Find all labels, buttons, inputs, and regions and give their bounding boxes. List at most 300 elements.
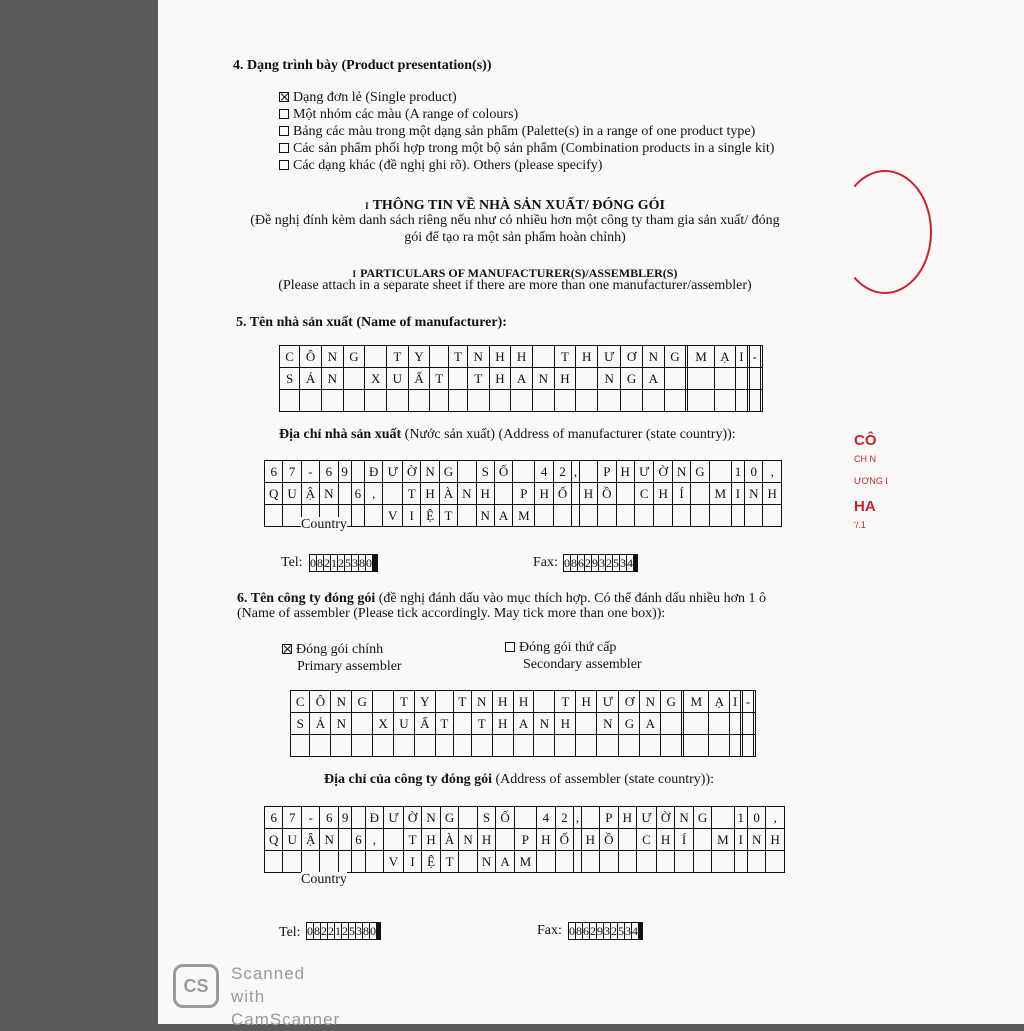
presentation-option-label: Dạng đơn lẻ (Single product) bbox=[293, 90, 457, 105]
grid-cell bbox=[492, 735, 513, 757]
grid-cell: M bbox=[712, 829, 734, 851]
grid-cell bbox=[714, 368, 736, 390]
stamp-text: '/.1 bbox=[854, 520, 866, 530]
grid-cell bbox=[736, 390, 747, 412]
grid-cell: N bbox=[331, 691, 352, 713]
grid-cell: C bbox=[637, 829, 657, 851]
en-title: PARTICULARS OF MANUFACTURER(S)/ASSEMBLER(S) bbox=[360, 266, 678, 280]
grid-cell bbox=[640, 735, 661, 757]
grid-cell: - bbox=[301, 807, 319, 829]
grid-cell: Ồ bbox=[600, 829, 618, 851]
digit-row bbox=[564, 555, 638, 572]
grid-cell bbox=[352, 713, 373, 735]
grid-cell: A bbox=[642, 368, 664, 390]
grid-cell: M bbox=[684, 691, 709, 713]
grid-cell: A bbox=[640, 713, 661, 735]
grid-cell: N bbox=[320, 483, 338, 505]
grid-cell bbox=[435, 735, 453, 757]
grid-cell: 6 bbox=[352, 829, 365, 851]
grid-cell: N bbox=[672, 461, 690, 483]
digit-cell: 5 bbox=[613, 555, 619, 570]
grid-cell: Ố bbox=[553, 483, 571, 505]
grid-cell: G bbox=[661, 691, 682, 713]
primary-checkbox[interactable] bbox=[282, 644, 292, 654]
grid-cell: , bbox=[763, 461, 782, 483]
digit-cell: 8 bbox=[363, 923, 369, 938]
digit-row bbox=[569, 923, 643, 940]
digit-cell: 2 bbox=[338, 555, 344, 570]
grid-cell bbox=[291, 735, 310, 757]
grid-cell bbox=[343, 390, 365, 412]
grid-cell: Ấ bbox=[414, 713, 435, 735]
grid-cell: Ệ bbox=[421, 505, 439, 527]
grid-cell: Ậ bbox=[301, 483, 319, 505]
grid-cell bbox=[693, 829, 711, 851]
section6-title-rest: (đề nghị đánh dấu vào mục thích hợp. Có thể đánh dấu nhiều hơn 1 ô bbox=[375, 591, 767, 606]
grid-cell bbox=[453, 713, 471, 735]
grid-cell bbox=[753, 691, 755, 713]
grid-cell bbox=[449, 368, 468, 390]
secondary-checkbox[interactable] bbox=[505, 642, 515, 652]
grid-cell: N bbox=[422, 807, 440, 829]
address-label-rest: (Nước sản xuất) (Address of manufacturer (state country)): bbox=[401, 427, 736, 442]
grid-cell bbox=[365, 346, 387, 368]
grid-cell: P bbox=[600, 807, 618, 829]
digit-cell: 2 bbox=[585, 555, 591, 570]
grid-cell: H bbox=[579, 483, 597, 505]
grid-cell: 6 bbox=[351, 483, 364, 505]
grid-row bbox=[265, 483, 782, 505]
digit-cell: 0 bbox=[564, 555, 570, 570]
grid-cell: 4 bbox=[535, 461, 553, 483]
grid-cell: H bbox=[421, 483, 439, 505]
grid-row bbox=[280, 346, 763, 368]
grid-cell: C bbox=[280, 346, 300, 368]
grid-cell bbox=[576, 390, 598, 412]
grid-cell bbox=[675, 851, 693, 873]
grid-cell bbox=[537, 851, 555, 873]
grid-row bbox=[265, 851, 785, 873]
grid-cell bbox=[749, 368, 760, 390]
grid-cell: H bbox=[576, 691, 597, 713]
grid-cell: H bbox=[656, 829, 674, 851]
grid-cell bbox=[373, 691, 394, 713]
watermark-text bbox=[231, 962, 340, 1031]
manufacturer-name-grid bbox=[279, 345, 763, 412]
digit-cell: 0 bbox=[307, 923, 313, 938]
grid-cell bbox=[760, 390, 762, 412]
grid-cell: Ạ bbox=[709, 691, 730, 713]
grid-cell: P bbox=[513, 483, 535, 505]
grid-cell: 9 bbox=[338, 807, 351, 829]
camscanner-logo: CS bbox=[173, 964, 219, 1008]
grid-row bbox=[291, 713, 756, 735]
digit-cell: 3 bbox=[352, 555, 358, 570]
grid-cell: Ô bbox=[300, 346, 322, 368]
grid-cell: Q bbox=[265, 829, 283, 851]
digit-cell: 9 bbox=[592, 555, 598, 570]
grid-cell: N bbox=[675, 807, 693, 829]
grid-cell bbox=[579, 461, 597, 483]
grid-cell: 4 bbox=[537, 807, 555, 829]
grid-cell bbox=[574, 851, 582, 873]
address-label-bold: Địa chỉ nhà sản xuất bbox=[279, 427, 402, 442]
grid-cell: T bbox=[435, 713, 453, 735]
digit-cell bbox=[642, 923, 643, 940]
grid-cell bbox=[634, 505, 654, 527]
presentation-checkbox[interactable] bbox=[279, 143, 289, 153]
grid-cell: Q bbox=[265, 483, 283, 505]
grid-cell bbox=[365, 390, 387, 412]
grid-cell bbox=[283, 851, 301, 873]
grid-cell bbox=[616, 505, 634, 527]
assembler-tel-digit-grid bbox=[306, 922, 381, 940]
grid-cell bbox=[343, 368, 365, 390]
grid-cell: I bbox=[736, 346, 747, 368]
grid-cell bbox=[513, 461, 535, 483]
presentation-checkbox[interactable] bbox=[279, 126, 289, 136]
grid-cell: H bbox=[763, 483, 782, 505]
grid-cell: N bbox=[321, 346, 343, 368]
secondary-assembler-option[interactable] bbox=[505, 640, 616, 656]
grid-cell: N bbox=[477, 851, 495, 873]
grid-cell bbox=[453, 735, 471, 757]
grid-cell: U bbox=[283, 829, 301, 851]
grid-cell bbox=[373, 735, 394, 757]
grid-cell: T bbox=[394, 691, 415, 713]
grid-cell: , bbox=[365, 483, 383, 505]
grid-cell bbox=[576, 368, 598, 390]
presentation-checkbox[interactable] bbox=[279, 109, 289, 119]
grid-cell: Ố bbox=[555, 829, 573, 851]
grid-cell bbox=[616, 483, 634, 505]
grid-cell: Í bbox=[672, 483, 690, 505]
digit-cell: 5 bbox=[345, 555, 351, 570]
digit-cell: 2 bbox=[342, 923, 348, 938]
assembler-address-label bbox=[324, 772, 714, 788]
grid-cell bbox=[554, 390, 576, 412]
grid-cell: H bbox=[492, 691, 513, 713]
grid-cell: V bbox=[383, 505, 403, 527]
grid-cell: - bbox=[301, 461, 319, 483]
grid-cell bbox=[743, 713, 754, 735]
grid-cell: N bbox=[598, 368, 621, 390]
grid-cell bbox=[553, 505, 571, 527]
grid-cell: T bbox=[554, 346, 576, 368]
grid-cell: Ô bbox=[310, 691, 331, 713]
grid-row bbox=[280, 390, 763, 412]
vn-marker: I bbox=[365, 201, 369, 211]
grid-cell: T bbox=[555, 691, 576, 713]
presentation-option[interactable] bbox=[279, 90, 457, 106]
grid-cell bbox=[661, 735, 682, 757]
grid-cell: G bbox=[440, 807, 458, 829]
grid-cell bbox=[619, 735, 640, 757]
grid-cell bbox=[688, 368, 714, 390]
grid-cell bbox=[555, 735, 576, 757]
grid-cell: Ư bbox=[634, 461, 654, 483]
grid-cell bbox=[496, 829, 514, 851]
digit-cell: 1 bbox=[335, 923, 341, 938]
grid-cell: T bbox=[449, 346, 468, 368]
grid-cell: S bbox=[291, 713, 310, 735]
grid-cell bbox=[301, 851, 319, 873]
stamp-text: HA bbox=[854, 498, 876, 515]
grid-cell bbox=[283, 505, 301, 527]
grid-cell bbox=[365, 851, 383, 873]
grid-cell: Ả bbox=[300, 368, 322, 390]
watermark-line2: CamScanner bbox=[231, 1010, 341, 1029]
grid-cell: Ơ bbox=[621, 346, 643, 368]
grid-cell: Ố bbox=[496, 807, 514, 829]
grid-cell bbox=[555, 851, 573, 873]
grid-cell: A bbox=[513, 713, 534, 735]
grid-cell: H bbox=[554, 368, 576, 390]
grid-cell: A bbox=[494, 505, 512, 527]
grid-cell bbox=[351, 461, 364, 483]
fax-label: Fax: bbox=[533, 555, 558, 570]
digit-cell: 2 bbox=[590, 923, 596, 938]
assembler-address-label-bold: Địa chỉ của công ty đóng gói bbox=[324, 772, 493, 787]
grid-cell: T bbox=[471, 713, 492, 735]
grid-cell bbox=[693, 851, 711, 873]
secondary-vn-label: Đóng gói thứ cấp bbox=[519, 640, 617, 655]
digit-cell: 2 bbox=[328, 923, 334, 938]
grid-cell bbox=[352, 807, 365, 829]
presentation-option-label: Bảng các màu trong một dạng sản phẩm (Palette(s) in a range of one product type) bbox=[293, 124, 756, 139]
grid-cell: I bbox=[734, 829, 747, 851]
grid-cell: H bbox=[766, 829, 785, 851]
grid-cell: Ư bbox=[383, 461, 403, 483]
grid-cell: U bbox=[283, 483, 301, 505]
grid-cell: T bbox=[467, 368, 489, 390]
grid-row bbox=[265, 829, 785, 851]
grid-cell: G bbox=[343, 346, 365, 368]
grid-cell: Ấ bbox=[408, 368, 430, 390]
assembler-name-grid bbox=[290, 690, 756, 757]
grid-cell bbox=[731, 505, 744, 527]
grid-cell: Ạ bbox=[714, 346, 736, 368]
grid-cell: Ơ bbox=[619, 691, 640, 713]
digit-cell: 4 bbox=[627, 555, 633, 570]
grid-cell: N bbox=[458, 483, 476, 505]
grid-cell: Ư bbox=[597, 691, 619, 713]
digit-cell: 3 bbox=[625, 923, 631, 938]
digit-cell: 8 bbox=[359, 555, 365, 570]
presentation-option[interactable] bbox=[279, 124, 755, 140]
grid-cell: H bbox=[654, 483, 672, 505]
grid-cell bbox=[664, 390, 686, 412]
presentation-checkbox[interactable] bbox=[279, 92, 289, 102]
grid-cell bbox=[684, 735, 709, 757]
digit-row bbox=[310, 555, 378, 572]
grid-cell: 6 bbox=[320, 461, 338, 483]
grid-cell: 9 bbox=[338, 461, 351, 483]
grid-cell: H bbox=[576, 346, 598, 368]
grid-cell: A bbox=[511, 368, 533, 390]
grid-cell: N bbox=[331, 713, 352, 735]
grid-cell: 2 bbox=[553, 461, 571, 483]
grid-cell: T bbox=[453, 691, 471, 713]
grid-cell: N bbox=[745, 483, 763, 505]
grid-cell: G bbox=[664, 346, 686, 368]
grid-cell: T bbox=[440, 851, 458, 873]
grid-cell: H bbox=[513, 691, 534, 713]
assembler-tel-label: Tel: bbox=[279, 925, 301, 940]
grid-cell: , bbox=[574, 807, 582, 829]
digit-cell: 2 bbox=[611, 923, 617, 938]
grid-cell bbox=[338, 483, 351, 505]
grid-cell: A bbox=[496, 851, 514, 873]
grid-cell: Ư bbox=[384, 807, 404, 829]
grid-cell bbox=[574, 829, 582, 851]
grid-cell bbox=[459, 807, 477, 829]
grid-cell bbox=[534, 735, 555, 757]
grid-cell: H bbox=[422, 829, 440, 851]
digit-cell: 5 bbox=[349, 923, 355, 938]
grid-cell bbox=[766, 851, 785, 873]
grid-cell bbox=[618, 851, 636, 873]
grid-cell bbox=[714, 390, 736, 412]
grid-cell: 0 bbox=[747, 807, 765, 829]
grid-cell bbox=[430, 346, 449, 368]
digit-row bbox=[307, 923, 381, 940]
grid-cell: N bbox=[467, 346, 489, 368]
grid-cell bbox=[265, 505, 283, 527]
grid-cell bbox=[459, 851, 477, 873]
grid-cell bbox=[449, 390, 468, 412]
grid-cell bbox=[734, 851, 747, 873]
presentation-option[interactable] bbox=[279, 158, 602, 174]
grid-cell: Ậ bbox=[301, 829, 319, 851]
grid-cell: S bbox=[476, 461, 494, 483]
grid-cell: H bbox=[616, 461, 634, 483]
grid-cell: Í bbox=[675, 829, 693, 851]
grid-cell: I bbox=[403, 505, 421, 527]
grid-cell bbox=[514, 807, 536, 829]
presentation-option[interactable] bbox=[279, 107, 518, 123]
grid-cell bbox=[458, 461, 476, 483]
fax-digit-grid bbox=[563, 554, 638, 572]
grid-cell: G bbox=[621, 368, 643, 390]
grid-cell bbox=[747, 851, 765, 873]
grid-cell bbox=[581, 851, 599, 873]
grid-cell: - bbox=[749, 346, 760, 368]
digit-cell: 3 bbox=[620, 555, 626, 570]
grid-cell: S bbox=[280, 368, 300, 390]
primary-assembler-option[interactable] bbox=[282, 642, 383, 658]
grid-cell bbox=[684, 713, 709, 735]
grid-cell: 1 bbox=[731, 461, 744, 483]
grid-cell: 6 bbox=[320, 807, 338, 829]
grid-cell bbox=[458, 505, 476, 527]
grid-cell: Y bbox=[414, 691, 435, 713]
grid-cell: H bbox=[489, 346, 511, 368]
grid-cell bbox=[709, 713, 730, 735]
grid-cell: , bbox=[365, 829, 383, 851]
digit-cell bbox=[380, 923, 381, 940]
grid-row bbox=[291, 735, 756, 757]
grid-cell: Ư bbox=[598, 346, 621, 368]
manufacturer-address-label bbox=[279, 427, 736, 443]
grid-cell bbox=[408, 390, 430, 412]
country-label: Country bbox=[301, 517, 347, 532]
grid-cell: V bbox=[384, 851, 404, 873]
grid-cell: N bbox=[597, 713, 619, 735]
grid-cell: Ờ bbox=[403, 461, 421, 483]
digit-cell: 2 bbox=[321, 923, 327, 938]
en-marker: I bbox=[352, 269, 357, 279]
grid-cell bbox=[338, 851, 351, 873]
grid-cell: N bbox=[476, 505, 494, 527]
grid-cell: H bbox=[555, 713, 576, 735]
grid-cell: M bbox=[709, 483, 731, 505]
grid-cell bbox=[760, 368, 762, 390]
grid-cell: S bbox=[477, 807, 495, 829]
digit-cell: 3 bbox=[599, 555, 605, 570]
section5-title: 5. Tên nhà sản xuất (Name of manufacturer): bbox=[236, 315, 507, 330]
assembler-fax-label: Fax: bbox=[537, 923, 562, 938]
grid-cell: X bbox=[373, 713, 394, 735]
tel-digit-grid bbox=[309, 554, 378, 572]
tel-label: Tel: bbox=[281, 555, 303, 570]
section4-title: 4. Dạng trình bày (Product presentation(s)) bbox=[233, 58, 492, 73]
grid-cell bbox=[534, 691, 555, 713]
grid-cell bbox=[394, 735, 415, 757]
grid-cell bbox=[513, 735, 534, 757]
grid-cell bbox=[709, 461, 731, 483]
grid-cell: G bbox=[691, 461, 709, 483]
stamp-text: CÔ bbox=[854, 432, 877, 449]
grid-cell bbox=[532, 346, 554, 368]
presentation-option[interactable] bbox=[279, 141, 774, 157]
vn-title: THÔNG TIN VỀ NHÀ SẢN XUẤT/ ĐÓNG GÓI bbox=[372, 198, 665, 213]
en-note: (Please attach in a separate sheet if there are more than one manufacturer/assembler) bbox=[278, 278, 752, 293]
grid-cell: Ờ bbox=[656, 807, 674, 829]
grid-cell bbox=[691, 505, 709, 527]
grid-cell bbox=[430, 390, 449, 412]
grid-cell: U bbox=[394, 713, 415, 735]
grid-cell: N bbox=[534, 713, 555, 735]
grid-cell: H bbox=[581, 829, 599, 851]
grid-cell: N bbox=[421, 461, 439, 483]
grid-cell: T bbox=[387, 346, 409, 368]
grid-cell bbox=[338, 829, 351, 851]
grid-cell bbox=[383, 483, 403, 505]
grid-cell: M bbox=[514, 851, 536, 873]
grid-cell bbox=[691, 483, 709, 505]
grid-cell: H bbox=[489, 368, 511, 390]
grid-cell bbox=[621, 390, 643, 412]
digit-cell bbox=[377, 555, 378, 572]
grid-cell: I bbox=[730, 691, 741, 713]
grid-cell bbox=[642, 390, 664, 412]
digit-cell: 8 bbox=[571, 555, 577, 570]
grid-cell bbox=[600, 851, 618, 873]
grid-cell bbox=[331, 735, 352, 757]
grid-cell bbox=[712, 807, 734, 829]
red-seal-stamp bbox=[838, 170, 932, 294]
grid-cell: H bbox=[537, 829, 555, 851]
grid-cell: P bbox=[514, 829, 536, 851]
grid-cell: M bbox=[688, 346, 714, 368]
grid-cell: À bbox=[439, 483, 457, 505]
grid-cell bbox=[384, 829, 404, 851]
grid-cell bbox=[494, 483, 512, 505]
grid-row bbox=[265, 461, 782, 483]
presentation-checkbox[interactable] bbox=[279, 160, 289, 170]
assembler-fax-digit-grid bbox=[568, 922, 643, 940]
